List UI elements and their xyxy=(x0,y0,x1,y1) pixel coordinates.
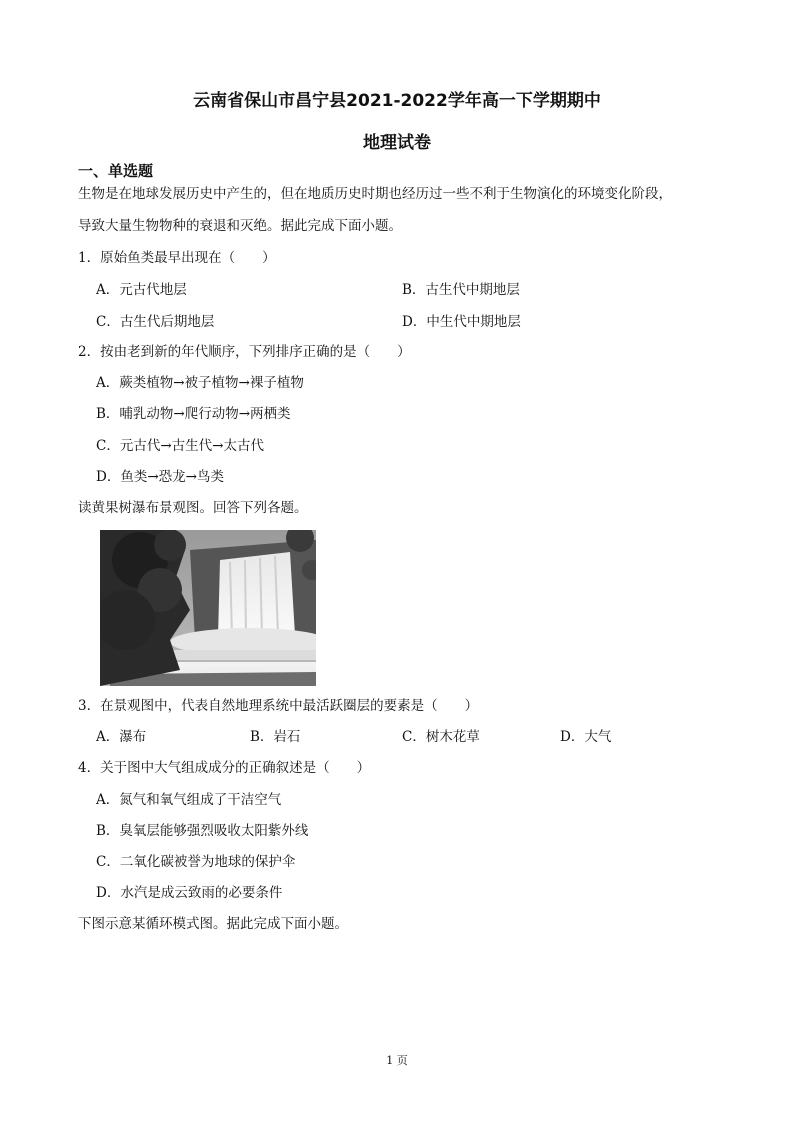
question-3-option-b: B．岩石 xyxy=(250,729,301,745)
question-4-option-b: B．臭氧层能够强烈吸收太阳紫外线 xyxy=(96,823,309,839)
page-number: 1 页 xyxy=(386,1054,408,1067)
waterfall-photo xyxy=(100,530,316,686)
question-4-option-a: A．氮气和氧气组成了干洁空气 xyxy=(96,792,282,808)
question-4-stem: 4．关于图中大气组成成分的正确叙述是（ ） xyxy=(78,760,371,776)
question-1-option-b: B．古生代中期地层 xyxy=(402,282,520,298)
question-2-stem: 2．按由老到新的年代顺序，下列排序正确的是（ ） xyxy=(78,344,411,360)
document-title: 云南省保山市昌宁县2021-2022学年高一下学期期中 xyxy=(193,91,601,111)
question-3-option-c: C．树木花草 xyxy=(402,729,480,745)
document-subtitle: 地理试卷 xyxy=(363,133,431,153)
question-1-option-c: C．古生代后期地层 xyxy=(96,314,215,330)
question-3-option-a: A．瀑布 xyxy=(96,729,147,745)
intro-paragraph-line: 生物是在地球发展历史中产生的，但在地质历史时期也经历过一些不利于生物演化的环境变化阶段， xyxy=(78,186,672,202)
question-4-option-c: C．二氧化碳被誉为地球的保护伞 xyxy=(96,854,296,870)
question-4-option-d: D．水汽是成云致雨的必要条件 xyxy=(96,885,283,901)
question-3-option-d: D．大气 xyxy=(560,729,612,745)
question-1-option-a: A．元古代地层 xyxy=(96,282,187,298)
intro-waterfall: 读黄果树瀑布景观图。回答下列各题。 xyxy=(78,500,308,516)
intro-cycle-diagram: 下图示意某循环模式图。据此完成下面小题。 xyxy=(78,916,348,932)
question-3-stem: 3．在景观图中，代表自然地理系统中最活跃圈层的要素是（ ） xyxy=(78,698,479,714)
question-2-option-b: B．哺乳动物→爬行动物→两栖类 xyxy=(96,406,291,422)
question-2-option-d: D．鱼类→恐龙→鸟类 xyxy=(96,469,224,485)
intro-paragraph-line: 导致大量生物物种的衰退和灭绝。据此完成下面小题。 xyxy=(78,218,402,234)
question-1-stem: 1．原始鱼类最早出现在（ ） xyxy=(78,250,276,266)
question-2-option-c: C．元古代→古生代→太古代 xyxy=(96,438,264,454)
section-heading: 一、单选题 xyxy=(78,162,154,180)
question-1-option-d: D．中生代中期地层 xyxy=(402,314,521,330)
question-2-option-a: A．蕨类植物→被子植物→裸子植物 xyxy=(96,375,304,391)
